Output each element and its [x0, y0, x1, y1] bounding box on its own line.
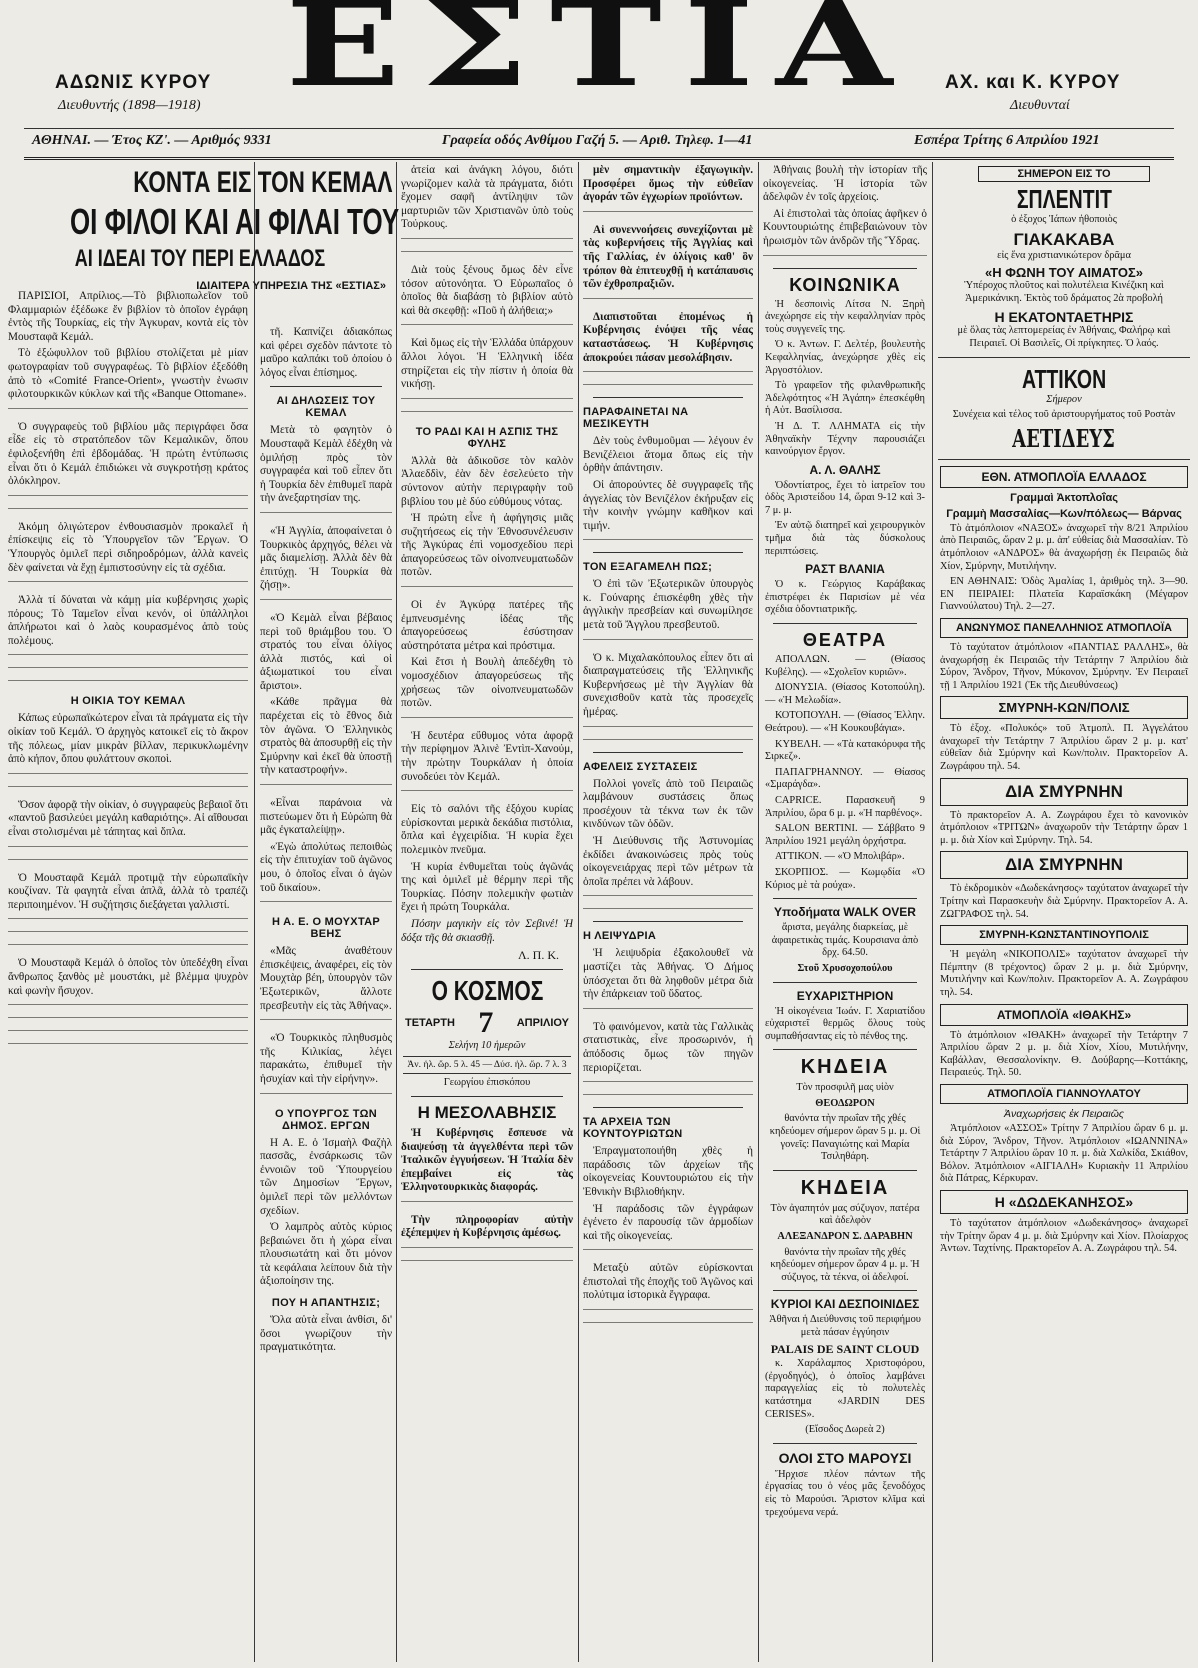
shipping-title: ΑΝΩΝΥΜΟΣ ΠΑΝΕΛΛΗΝΙΟΣ ΑΤΜΟΠΛΟΪΑ — [956, 621, 1172, 634]
funeral-text: Τὸν ἀγαπητόν μας σύζυγον, πατέρα καὶ ἀδελφὸν — [770, 1202, 920, 1227]
directors-subtitle: Διευθυνταί — [1010, 98, 1070, 113]
shipping-title: ΣΜΥΡΝΗ-ΚΩΝΣΤΑΝΤΙΝΟΥΠΟΛΙΣ — [979, 929, 1149, 942]
lead-paragraph: Ὁ Μουσταφᾶ Κεμάλ προτιμᾷ τὴν εὐρωπαϊκὴν κουζίναν. Τὰ φαγητὰ εἶναι ἁπλᾶ, ἀλλὰ τὸ τραπέζι περιποιημένον. Ἡ συζήτησις διεξάγεται γαλλιστί. — [8, 871, 248, 911]
thanks-title: ΕΥΧΑΡΙΣΤΗΡΙΟΝ — [796, 988, 894, 1003]
thanks-text: Ἡ οἰκογένεια Ἰωάν. Γ. Χαριατίδου εὐχαριστεῖ θερμῶς ὅλους τοὺς συμπαθήσαντας εἰς τὸ πένθος της. — [765, 1005, 925, 1042]
funeral-title: ΚΗΔΕΙΑ — [800, 1056, 890, 1079]
article-paragraph: Ἀθήναις βουλὴ τὴν ἱστορίαν τῆς οἰκογενείας. Ἡ ἱστορία τῶν ἀδελφῶν ἐν τοῖς ἀρχείοις. — [763, 164, 927, 204]
funeral-text: θανόντα τὴν πρωΐαν τῆς χθές κηδεύομεν σήμερον ὥραν 4 μ. μ. Ἡ σύζυγος, τὰ τέκνα, οἱ ἀδελφοί. — [770, 1246, 920, 1283]
social-item: Τὸ γραφεῖον τῆς φιλανθρωπικῆς Ἀδελφότητος «Ἡ Ἀγάπη» ἐπεσκέφθη ἡ Αὐτ. Βασίλισσα. — [765, 380, 925, 417]
issue-date: Εσπέρα Τρίτης 6 Απριλίου 1921 — [914, 133, 1100, 148]
lead-subhead: ΑΙ ΙΔΕΑΙ ΤΟΥ ΠΕΡΙ ΕΛΛΑΔΟΣ — [74, 245, 326, 272]
ad-text: ὁ ἐξοχος Ἰάπων ἠθοποιὸς — [1011, 214, 1117, 225]
article-paragraph: Καὶ ὅμως εἰς τὴν Ἑλλάδα ὑπάρχουν ἄλλοι λόγοι. Ἡ Ἑλληνικὴ ἰδέα στηρίζεται εἰς τὴν πίστιν ἡ ὁποία θὰ νικήσῃ. — [401, 337, 573, 391]
section-heading: Η ΛΕΙΨΥΔΡΙΑ — [583, 930, 657, 943]
founder-name: ΑΔΩΝΙΣ ΚΥΡΟΥ — [55, 72, 212, 93]
article-signature: Λ. Π. Κ. — [517, 948, 559, 963]
column-rule — [578, 162, 579, 1662]
shipping-title: ΑΤΜΟΠΛΟΪΑ «ΙΘΑΚΗΣ» — [996, 1007, 1132, 1022]
article-paragraph: Τὴν πληροφορίαν αὐτὴν ἐξέπεμψεν ἡ Κυβέρνησις ἀμέσως. — [401, 1213, 573, 1240]
shipping-line: Γραμμὴ Μασσαλίας—Κων/πόλεως— Βάρνας — [946, 507, 1182, 520]
theatra-title: ΘΕΑΤΡΑ — [802, 630, 888, 651]
ad-text: Σήμερον — [1046, 393, 1082, 405]
founder-subtitle: Διευθυντής (1898—1918) — [58, 98, 201, 113]
section-heading: ΑΙ ΔΗΛΩΣΕΙΣ ΤΟΥ ΚΕΜΑΛ — [276, 395, 376, 420]
shipping-title: ΔΙΑ ΣΜΥΡΝΗΝ — [1005, 781, 1123, 801]
kosmos-moon: Σελήνη 10 ἡμερῶν — [448, 1040, 526, 1052]
article-paragraph: Μετὰ τὸ φαγητὸν ὁ Μουσταφᾶ Κεμὰλ ἐδέχθη νὰ ὁμιλήσῃ πρὸς τὸν συγγραφέα καὶ τοῦ εἶπεν ὅτι ἡ Τουρκία δὲν ἐπιθυμεῖ παρὰ τὴν ἀνεξαρτησίαν της. — [260, 424, 392, 505]
dentist-name: Α. Λ. ΘΑΛΗΣ — [809, 462, 881, 477]
lead-headline-main-block — [6, 201, 400, 292]
article-paragraph: «Κάθε πρᾶγμα θὰ παρέχεται εἰς τὸ ἔθνος διὰ τὸν ἀγῶνα. Ὁ Ἑλληνικὸς στρατὸς θὰ ἀποσυρθῇ εἰς τὴν Σμύρνην καὶ ἐκεῖ θὰ ὑποστῇ τὴν καταστροφήν». — [260, 696, 392, 777]
kosmos-date-number: 7 — [478, 1006, 494, 1040]
play-title: «Η ΦΩΝΗ ΤΟΥ ΑΙΜΑΤΟΣ» — [985, 265, 1143, 281]
lead-headline-block — [90, 166, 393, 200]
office-address: Γραφεία οδός Ανθίμου Γαζή 5. — Αριθ. Τηλεφ. 1—41 — [442, 133, 753, 148]
kosmos-title: Ο ΚΟΣΜΟΣ — [431, 975, 543, 1007]
aetideus-title: ΑΕΤΙΔΕΥΣ — [1012, 423, 1116, 453]
theatre-listing: ΑΠΟΛΛΩΝ. — (Θίασος Κυβέλης). — «Σχολεῖον κυριῶν». — [765, 654, 925, 678]
lead-paragraph: Ἀλλὰ τί δύναται νὰ κάμῃ μία κυβέρνησις χωρὶς πόρους; Τὸ Ταμεῖον εἶναι κενόν, οἱ ὑπάλληλοι ἀπλήρωτοι καὶ ὁ λαὸς κουρασμένος ἀπὸ τοὺς πολέμους. — [8, 594, 248, 647]
article-paragraph: Ἡ παράδοσις τῶν ἐγγράφων ἐγένετο ἐν παρουσίᾳ τῶν ἀρμοδίων καὶ τῆς οἰκογενείας. — [583, 1202, 753, 1242]
article-paragraph: Πολλοὶ γονεῖς ἀπὸ τοῦ Πειραιῶς λαμβάνουν συστάσεις ὅπως προσέχουν τὰ τέκνα των ἐκ τῶν κινδύνων τῶν ὁδῶν. — [583, 777, 753, 831]
theatre-listing: ΚΟΤΟΠΟΥΛΗ. — (Θίασος Ἑλλην. Θεάτρου). — «Ἡ Κουκουβάγια». — [765, 710, 925, 734]
shipping-subtitle: Ἀναχωρήσεις ἐκ Πειραιῶς — [1003, 1107, 1125, 1120]
shipping-ad-box — [940, 1084, 1188, 1104]
theatre-listing: CAPRICE. Παρασκευῆ 9 Ἀπριλίου, ὥρα 6 μ. μ. «Ἡ παρθένος». — [765, 794, 925, 819]
article-paragraph: Οἱ ἐν Ἀγκύρᾳ πατέρες τῆς ἐμπνευσμένης ἰδέας τῆς ἀπαγορεύσεως ἐσύστησαν αὐστηρότατα μέτρα καὶ πρόστιμα. — [401, 599, 573, 652]
theatre-listing: ΠΑΠΑΓΡΗΑΝΝΟΥ. — Θίασος «Σμαράγδα». — [765, 766, 925, 791]
palais-name: PALAIS DE SAINT CLOUD — [770, 1341, 920, 1356]
article-paragraph: μὲν σημαντικὴν ἐξαγωγικὴν. Προσφέρει ὅμως τὴν εὐθεῖαν ἀγοράν τῶν ἐγχωρίων προϊόντων. — [583, 164, 753, 204]
theatre-listing: ΑΤΤΙΚΟΝ. — «Ὁ Μπολιβάρ». — [775, 851, 905, 863]
article-paragraph: ἀτεία καὶ ἀνάγκη λόγου, διότι γνωρίζομεν καλὰ τὰ πράγματα, διότι ἔχομεν σαφῆ ἀντίληψιν τῶν μαρτυριῶν τῶν Χριστιανῶν ὑπὸ τοὺς Τούρκους. — [401, 164, 573, 231]
theatre-listing: ΣΚΟΡΠΙΟΣ. — Κωμῳδία «Ὁ Κύριος μὲ τὰ ρούχα». — [765, 866, 925, 891]
article-closing: Πόσην μαγικὴν εἰς τὸν Σεβινέ! Ἡ δόξα τῆς θὰ σκιασθῇ. — [401, 917, 573, 944]
section-heading: Η Α. Ε. Ο ΜΟΥΧΤΑΡ ΒΕΗΣ — [271, 916, 381, 941]
theatre-listing: ΚΥΒΕΛΗ. — «Τὰ κατακόρυφα τῆς Σιρκεζ». — [765, 738, 925, 763]
article-paragraph: Η Α. Ε. ὁ Ἰσμαὴλ Φαζὴλ πασσᾶς, ἐνσάρκωσις τῶν ἐννοιῶν τοῦ Ὑπουργείου τῶν Δημοσίων Ἔργων, ὁμιλεῖ περὶ τῶν μελλόντων σχεδίων. — [260, 1136, 392, 1217]
lead-service-credit: ΙΔΙΑΙΤΕΡΑ ΥΠΗΡΕΣΙΑ ΤΗΣ «ΕΣΤΙΑΣ» — [196, 280, 386, 292]
section-heading: ΤΟΝ ΕΞΑΓΑΜΕΛΗ ΠΩΣ; — [583, 561, 713, 574]
kosmos-sunrise-sunset: Ἀν. ἡλ. ὥρ. 5 λ. 45 — Δύσ. ἡλ. ὥρ. 7 λ. 3 — [407, 1058, 567, 1070]
issue-number: ΑΘΗΝΑΙ. — Έτος ΚΖ'. — Αριθμός 9331 — [32, 133, 272, 148]
centenary-title: Η ΕΚΑΤΟΝΤΑΕΤΗΡΙΣ — [994, 309, 1134, 326]
shipping-title: ΕΘΝ. ΑΤΜΟΠΛΟΪΑ ΕΛΛΑΔΟΣ — [981, 469, 1147, 484]
article-paragraph: Ὁ λαμπρὸς αὐτὸς κύριος βεβαιώνει ὅτι ἡ χώρα εἶναι πλουσιωτάτη καὶ ὅτι μόνον τὰ κεφάλαια λείπουν διὰ τὴν ἀξιοποίησιν της. — [260, 1221, 392, 1288]
kosmos-saint: Γεωργίου ἐπισκόπου — [443, 1077, 531, 1089]
section-heading: Η ΜΕΣΟΛΑΒΗΣΙΣ — [417, 1102, 557, 1122]
ad-text: Ἤρχισε πλέον πάντων τῆς ἐργασίας του ὁ νέος μᾶς ξενοδόχος εἰς τὸ Μαρούσι. Ἄριστον κλῖμα καὶ τρεχούμενα νερά. — [765, 1468, 925, 1518]
ad-text: Ἡ μεγάλη «ΝΙΚΟΠΟΛΙΣ» ταχύτατον ἀναχωρεῖ τὴν Πέμπτην (8 τρέχοντος) ὥραν 2 μ. μ. διὰ Σμύρνην, Μυτιλήνην καὶ Κων/πολιν. Πρακτορεῖον Α. Α. Ζωγράφου τηλ. 54. — [940, 949, 1188, 998]
lead-paragraph: Ὅσον ἀφορᾷ τὴν οἰκίαν, ὁ συγγραφεὺς βεβαιοῖ ὅτι «παντοῦ βασιλεύει μεγάλη καθαριότης». Αἱ αἴθουσαι εἶναι στολισμέναι μὲ τάπητας καὶ ὅπλα. — [8, 798, 248, 839]
ad-text: κ. Χαράλαμπος Χριστοφόρου, (ἐργοδηγός), ὁ ὁποῖος λαμβάνει παραγγελίας εἰς τὸ πολυτελὲς κατάστημα «JARDIN DES CERISES». — [765, 1358, 925, 1420]
column-rule — [254, 162, 255, 1662]
column-2 — [260, 326, 392, 1662]
section-heading: Ο ΥΠΟΥΡΓΟΣ ΤΩΝ ΔΗΜΟΣ. ΕΡΓΩΝ — [275, 1107, 377, 1132]
shipping-ad-box — [940, 466, 1188, 488]
theatre-listing: ΔΙΟΝΥΣΙΑ. (Θίασος Κοτοπούλη). — «Ἡ Μελωδία». — [765, 682, 925, 706]
attikon-title: ΑΤΤΙΚΟΝ — [1021, 363, 1107, 394]
funeral-title: ΚΗΔΕΙΑ — [800, 1176, 890, 1199]
article-paragraph: Αἱ συνεννοήσεις συνεχίζονται μὲ τὰς κυβερνήσεις τῆς Ἀγγλίας καὶ τῆς Γαλλίας, ἐν ὀλίγοις καθ' ὃν τρόπον θὰ ἐπιτευχθῇ ἡ κατάπαυσις τῶν ἐχθροπραξιῶν. — [583, 223, 753, 291]
social-item: Ὁ κ. Γεώργιος Καράβακας ἐπιστρέφει ἐκ Παρισίων μὲ νέα σχέδια ὁδοντιατρικῆς. — [765, 579, 925, 616]
ad-text: (Εἴσοδος Δωρεὰ 2) — [805, 1424, 885, 1436]
today-label: ΣΗΜΕΡΟΝ ΕΙΣ ΤΟ — [978, 166, 1150, 182]
article-paragraph: Οἱ ἀπορούντες δὲ συγγραφεῖς τῆς ἀγγελίας τὸν Βενιζέλον ἐκήρυξαν εἰς τὴν κοινὴν γνώμην καθῆκον καὶ τιμήν. — [583, 478, 753, 532]
shipping-ad-box — [940, 778, 1188, 806]
article-paragraph: Ὅλα αὐτὰ εἶναι ἀνθίσι, δι' ὅσοι γνωρίζουν τὴν πραγματικότητα. — [260, 1314, 392, 1354]
ad-text: Τὸ ταχύτατον ἀτμόπλοιον «ΠΑΝΤΙΑΣ ΡΑΛΛΗΣ», θὰ ἀναχωρήσῃ ἐκ Πειραιῶς τὴν Τετάρτην 7 Ἀπριλίου διὰ Σύρον, Ἄνδρον, Τῆνον, Μύκονον, Σμύρνην. Ἐν Πειραιεῖ τῇ 1 Ἀπριλίου 1921 (Ἐκ τῆς Διευθύνσεως) — [940, 641, 1188, 691]
lead-paragraph: Ὁ συγγραφεὺς τοῦ βιβλίου μᾶς περιγράφει ὅσα εἶδε εἰς τὸ στρατόπεδον τῶν Κεμαλικῶν, ὅπου ἐφιλοξενήθη ἐπὶ ἑβδομάδας. Ἡ πρώτη ἐντύπωσις εἶναι ὅτι ὁ Κεμάλ ἐπιδιώκει νὰ συγκροτήσῃ κράτος ὁλόκληρον. — [8, 420, 248, 488]
article-paragraph: Ἡ κυρία ἐνθυμεῖται τοὺς ἀγῶνάς της καὶ ὁμιλεῖ μὲ θέρμην περὶ τῆς Τουρκίας. Πόσην πολεμικὴν φωτιὰν ἔχει ἡ πρώτη Τουρκάλα. — [401, 860, 573, 914]
social-item: Ἡ δεσποινὶς Λίτσα Ν. Ξηρὴ ἀνεχώρησε εἰς τὴν κεφαλληνίαν πρὸς τοὺς συγγενεῖς της. — [765, 298, 925, 335]
ad-text: ΕΝ ΑΘΗΝΑΙΣ: Ὁδὸς Ἀμαλίας 1, ἀριθμὸς τηλ. 3—90. ΕΝ ΠΕΙΡΑΙΕΙ: Πλατεῖα Καραϊσκάκη (Μέγαρον Γιαννούλατου) Τηλ. 2—27. — [940, 576, 1188, 613]
article-paragraph: Ἡ πρώτη εἶνε ἡ ἀφήγησις μιᾶς συζητήσεως εἰς τὴν Ἐθνοσυνέλευσιν τῆς Ἀγκύρας ἐπὶ νομοσχεδίου περὶ ἀπαγορεύσεως τῶν οἰνοπνευματωδῶν ποτῶν. — [401, 512, 573, 579]
walkover-text: ἄριστα, μεγάλης διαρκείας, μὲ ἀφαιρετικὰς τιμάς. Κουρσιανα ἀπὸ δρχ. 64.50. — [771, 922, 919, 959]
section-heading: Η ΟΙΚΙΑ ΤΟΥ ΚΕΜΑΛ — [70, 695, 186, 708]
article-paragraph: Ἡ Διεύθυνσις τῆς Ἀστυνομίας ἐκδίδει ἀνακοινώσεις πρὸς τοὺς οἰκογενειάρχας περὶ τῶν μέτρων τὰ ὁποῖα πρέπει νὰ λάβουν. — [583, 835, 753, 888]
shipping-subtitle: Γραμμαὶ Ἀκτοπλοΐας — [1010, 491, 1118, 504]
walkover-title: Υποδήματα WALK OVER — [774, 905, 916, 920]
social-item: Ἡ Δ. Τ. ΛΛΗΜΑΤΑ εἰς τὴν Ἀθηναϊκὴν Τέχνην παρουσιάζει καινούργιον ἔργον. — [765, 420, 925, 458]
article-paragraph: Διὰ τοὺς ξένους ὅμως δὲν εἶνε τόσον αὐτονόητα. Ὁ Εὐρωπαῖος ὁ ὁποῖος θὰ διαβάσῃ τὸ βιβλίον αὐτὸ καὶ θὰ σκεφθῇ: «Ποῦ ἡ ἀλήθεια;» — [401, 263, 573, 317]
koinonika-title: ΚΟΙΝΩΝΙΚΑ — [789, 274, 901, 295]
article-paragraph: «Ὁ Τουρκικὸς πληθυσμὸς τῆς Κιλικίας, λέγει παρακάτω, ἐπιθυμεῖ τὴν ἡσυχίαν καὶ τὴν εἰρήνην». — [260, 1032, 392, 1085]
social-item: Ὁ κ. Ἀντων. Γ. Δελτέρ, βουλευτὴς Κεφαλληνίας, ἀνεχώρησε χθὲς εἰς Ἀργοστόλιον. — [765, 339, 925, 376]
ad-title: ΟΛΟΙ ΣΤΟ ΜΑΡΟΥΣΙ — [778, 1449, 912, 1466]
article-paragraph: Ἡ δευτέρα εὔθυμος νότα ἀφορᾷ τὴν περίφημον Ἀλινὲ Ἐντὶπ-Χανούμ, τὴν πρώτην Τουρκάλαν ἡ ὁποία συνοδεύει τὸν Κεμάλ. — [401, 729, 573, 783]
dateline-bar — [24, 128, 1174, 160]
kosmos-month: ΑΠΡΙΛΙΟΥ — [516, 1017, 569, 1030]
theatre-listing: SALON BERTINI. — Σάββατο 9 Ἀπριλίου 1921 μεγάλη ὀρχήστρα. — [765, 823, 925, 847]
ad-text: Ἀτμόπλοιον «ΑΣΣΟΣ» Τρίτην 7 Ἀπριλίου ὥραν 6 μ. μ. διὰ Σύρον, Ἄνδρον, Τῆνον. Ἀτμόπλοιον «ΙΩΑΝΝΙΝΑ» Τετάρτην 7 Ἀπριλίου ὥραν 10 π. μ. διὰ Χαλκίδα, Σκιάθον, Βόλον. Ἀτμόπλοιον «ΑΙΓΙΑΛΗ» Κυριακὴν 11 Ἀπριλίου διὰ Πάτρας, Κέρκυραν. — [940, 1122, 1188, 1185]
article-paragraph: Ἡ λειψυδρία ἐξακολουθεῖ νὰ μαστίζει τὰς Ἀθήνας. Ὁ Δήμος ὑπόσχεται ὅτι θὰ ληφθοῦν μέτρα διὰ τὴν ἐπάρκειαν τοῦ ὕδατος. — [583, 947, 753, 1001]
notice-title: ΡΑΣΤ ΒΛΑΝΙΑ — [805, 562, 885, 577]
shipping-ad-box — [940, 696, 1188, 719]
sidebar-ads — [938, 164, 1190, 1662]
newspaper-title: ΕΣΤΙΑ — [285, 0, 915, 114]
article-paragraph: Μεταξὺ αὐτῶν εὑρίσκονται ἐπιστολαὶ τῆς ἐποχῆς τοῦ Ἀγῶνος καὶ πολύτιμα ἱστορικὰ ἔγγραφα. — [583, 1262, 753, 1302]
article-paragraph: Ὁ κ. Μιχαλακόπουλος εἶπεν ὅτι αἱ διαπραγματεύσεις τῆς Ἑλληνικῆς Κυβερνήσεως μὲ τὴν Ἀγγλίαν θὰ συνεχισθοῦν κατὰ τὰς προσεχεῖς ἡμέρας. — [583, 651, 753, 719]
article-paragraph: Διαπιστοῦται ἐπομένως ἡ Κυβέρνησις ἐνόψει τῆς νέας καταστάσεως. Ἡ Κυβέρνησις ἀποκρούει πάσαν μεσολάβησιν. — [583, 310, 753, 364]
section-heading: ΠΑΡΑΦΑΙΝΕΤΑΙ ΝΑ ΜΕΣΙΚΕΥΤΗ — [583, 406, 689, 431]
shipping-ad-box — [940, 618, 1188, 638]
splendid-title: ΣΠΛΕΝΤΙΤ — [1016, 184, 1112, 214]
article-paragraph: «Ἡ Ἀγγλία, ἀποφαίνεται ὁ Τουρκικὸς ἀρχηγός, θέλει νὰ μᾶς διαμελίσῃ. Ἀλλὰ δὲν θὰ ἐπιτύχῃ. Ἡ Τουρκία θὰ ζήσῃ». — [260, 524, 392, 592]
ad-text: Συνέχεια καὶ τέλος τοῦ ἀριστουργήματος τοῦ Ροστὰν — [952, 409, 1176, 421]
ad-text: Τὸ ἐκδρομικὸν «Δωδεκάνησος» ταχύτατον ἀναχωρεῖ τὴν Τρίτην καὶ Παρασκευὴν διὰ Σμύρνην. Πρακτορεῖον Α. Α. ΖΩΓΡΑΦΟΣ τηλ. 54. — [940, 883, 1188, 920]
article-paragraph: Αἱ ἐπιστολαὶ τὰς ὁποίας ἀφῆκεν ὁ Κουντουριώτης ἐπιβεβαιώνουν τὸν ἡρωισμὸν τῶν ἀνδρῶν τῆς Ὕδρας. — [763, 207, 927, 247]
article-paragraph: «Ἐγὼ ἀπολύτως πεποιθὼς εἰς τὴν ἐπιτυχίαν τοῦ ἀγῶνος μου, ὁ ὁποῖος εἶναι ὁ ἀγὼν τοῦ δικαίου». — [260, 840, 392, 894]
directors-name: ΑΧ. και Κ. ΚΥΡΟΥ — [945, 72, 1121, 93]
article-paragraph: Ἐπραγματοποιήθη χθὲς ἡ παράδοσις τῶν ἀρχείων τῆς οἰκογενείας Κουντουριώτου εἰς τὴν Ἐθνικὴν Βιβλιοθήκην. — [583, 1145, 753, 1198]
column-4 — [583, 164, 753, 1662]
article-paragraph: Ἀλλὰ θὰ ἀδικοῦσε τὸν καλὸν Ἀλαεδδὶν, ἐὰν δὲν ἐσελεύετο τὴν σύντονον αὐτὴν περιγραφὴν τοῦ βιβλίου του μὲ δύο εὐθύμους νότας. — [401, 454, 573, 508]
lead-paragraph: Τὸ ἐξώφυλλον τοῦ βιβλίου στολίζεται μὲ μίαν φωτογραφίαν τοῦ συγγραφέως. Τὸ βιβλίον ἐξεδόθη ἀπὸ τὸ «Comité France-Orient», γνωστὴν ἑνωσιν φιλοτουρκικῶν κύκλων καὶ τῆς «Banque Ottomane». — [8, 347, 248, 401]
shipping-ad-box — [940, 925, 1188, 945]
section-heading: ΤΟ ΡΑΔΙ ΚΑΙ Η ΑΣΠΙΣ ΤΗΣ ΦΥΛΗΣ — [415, 425, 559, 450]
ad-text: Τὸ ἐξοχ. «Πολυκός» τοῦ Ἀτμοπλ. Π. Ἀγγελάτου ἀναχωρεῖ τὴν Τετάρτην 7 Ἀπριλίου ὥραν 2 μ. μ. κατ' εὐθεῖαν διὰ Σμύρνην καὶ Κων/πολιν. Πρακτορεῖον Α. Ζωγράφου τηλ. 54. — [940, 723, 1188, 773]
kosmos-date-row — [405, 1008, 569, 1038]
shipping-title: Η «ΔΩΔΕΚΑΝΗΣΟΣ» — [994, 1193, 1134, 1210]
article-paragraph: Ἡ Κυβέρνησις ἔσπευσε νὰ διαψεύσῃ τὰ ἀγγελθέντα περὶ τῶν Ἰταλικῶν ἐγγυήσεων. Ἡ Ἰταλία δὲν ἐπεμβαίνει εἰς τὰς Ἑλληνοτουρκικὰς διαφοράς. — [401, 1126, 573, 1194]
article-paragraph: «Εἶναι παράνοια νὰ πιστεύωμεν ὅτι ἡ Εὐρώπη θὰ μᾶς ἐγκαταλείψῃ». — [260, 797, 392, 837]
article-paragraph: «Μᾶς ἀναθέτουν ἐπισκέψεις, ἀναφέρει, εἰς τὸν Μουχτὰρ βέη, ὑπουργὸν τῶν Ἐξωτερικῶν, ἄλλοτε πρεσβευτὴν εἰς τὰς Ἀθήνας». — [260, 945, 392, 1012]
lead-paragraph: Ἀκόμη ὀλιγώτερον ἐνθουσιασμὸν προκαλεῖ ἡ ἐπίσκεψις εἰς τὸ Ὑπουργεῖον τῶν Ἔργων. Ὁ Ὑπουργὸς ὁμιλεῖ περὶ σιδηροδρόμων, ἀλλὰ κανεὶς δὲν φαίνεται νὰ ἔχῃ ἐμπιστοσύνην εἰς τὰ σχέδια. — [8, 520, 248, 574]
shipping-title: ΣΜΥΡΝΗ-ΚΩΝ/ΠΟΛΙΣ — [998, 700, 1130, 716]
section-heading: ΠΟΥ Η ΑΠΑΝΤΗΣΙΣ; — [271, 1297, 381, 1310]
lead-paragraph: Ὁ Μουσταφᾶ Κεμάλ ὁ ὁποῖος τὸν ὑπεδέχθη εἶναι ἄνθρωπος ξανθὸς μὲ μουστάκι, μὲ βλέμμα ψυχρὸν καὶ φωνὴν ἥσυχον. — [8, 957, 248, 997]
ad-text: Ὑπέροχος πλοῦτος καὶ πολυτέλεια Κινέζικη καὶ Ἀμερικάνικη. Ἐκτὸς τοῦ δράματος 2ὰ προβολή — [964, 280, 1164, 304]
article-paragraph: Δὲν τοὺς ἐνθυμοῦμαι — λέγουν ἐν Βενιζέλειοι ἄτομα ὅπως εἰς τὴν ὀρθὴν ἀπάντησιν. — [583, 435, 753, 475]
walkover-shop: Στοῦ Χρυσοχοπούλου — [797, 962, 893, 974]
column-1 — [8, 290, 248, 1662]
social-item: Ὀδοντίατρος, ἔχει τὸ ἰατρεῖον του ὁδὸς Ἀριστείδου 14, ὥραι 9-12 καὶ 3-7 μ. μ. — [765, 479, 925, 516]
article-paragraph: τῆ. Καπνίζει ἀδιακόπως καὶ φέρει σχεδὸν πάντοτε τὸ μαῦρο καλπάκι τοῦ ὁποίου ὁ λόγος εἶναι ἐπίσημος. — [260, 326, 392, 379]
lead-paragraph: Κάπως εὐρωπαϊκώτερον εἶναι τὰ πράγματα εἰς τὴν οἰκίαν τοῦ Κεμάλ. Ὁ ἀρχηγὸς κατοικεῖ εἰς τὸ ἄκρον τῆς πόλεως, μίαν μικρὰν βίλλαν, περικυκλωμένην ἀπὸ κήπον, ὅπου φυλάττουν σκοποὶ. — [8, 712, 248, 766]
lead-paragraph: ΠΑΡΙΣΙΟΙ, Απρίλιος.—Τὸ βιβλιοπωλεῖον τοῦ Φλαμμαριὼν ἐξέδωκε ἕν βιβλίον τὸ ὁποῖον ἐγράφη ἐντὸς τῆς Τουρκίας, εἰς τὴν Ἀγκυραν, κοντὰ εἰς τὸν Μουσταφᾶ Κεμάλ. — [8, 290, 248, 343]
kosmos-box — [401, 976, 573, 1090]
ad-text: Τὸ ἀτμόπλοιον «ΝΑΞΟΣ» ἀναχωρεῖ τὴν 8/21 Ἀπριλίου ἀπὸ Πειραιῶς, ὥραν 2 μ. μ. ἀπ' εὐθείας διὰ Μασσαλίαν. Τὸ ἀτμόπλοιον «ΑΝΔΡΟΣ» θὰ ἀναχωρήσῃ ἐκ Πειραιῶς διὰ Χίον, Σμύρνην, Μυτιλήνην. — [940, 522, 1188, 572]
actor-name: ΓΙΑΚΑΚΑΒΑ — [1013, 229, 1115, 249]
funeral-text: θανόντα τὴν πρωΐαν τῆς χθές κηδεύομεν σήμερον ὥραν 5 μ. μ. Οἱ γονεῖς: Παναγιώτης καὶ Μαρία Τσιληθάρη. — [769, 1113, 921, 1163]
kosmos-day: ΤΕΤΑΡΤΗ — [405, 1017, 455, 1030]
ad-text: Τὸ ἀτμόπλοιον «ΙΘΑΚΗ» ἀναχωρεῖ τὴν Τετάρτην 7 Ἀπριλίου ὥραν 2 μ. μ. διὰ Χίον, Χίου, Μυτιλήνην, Καβάλλαν, Θεσσαλονίκην. Θ. Δούβαρης—Κοττάκης, Πειραιεύς. Τηλ. 50. — [940, 1029, 1188, 1079]
article-paragraph: «Ὁ Κεμὰλ εἶναι βέβαιος περὶ τοῦ θριάμβου του. Ὁ στρατός του εἶναι ὀλίγος ἀλλὰ πιστός, καὶ οἱ ἀξιωματικοί του εἶναι ἄριστοι». — [260, 611, 392, 692]
shipping-ad-box — [940, 1190, 1188, 1214]
section-heading: ΤΑ ΑΡΧΕΙΑ ΤΩΝ ΚΟΥΝΤΟΥΡΙΩΤΩΝ — [583, 1116, 683, 1141]
ad-text: εἰς ἕνα χριστιανικώτερον δρᾶμα — [997, 249, 1131, 261]
ad-title: ΚΥΡΙΟΙ ΚΑΙ ΔΕΣΠΟΙΝΙΔΕΣ — [770, 1297, 920, 1312]
lead-kicker: ΚΟΝΤΑ ΕΙΣ ΤΟΝ ΚΕΜΑΛ — [133, 166, 393, 199]
section-heading: ΑΦΕΛΕΙΣ ΣΥΣΤΑΣΕΙΣ — [583, 760, 698, 773]
column-3 — [401, 164, 573, 1662]
ad-text: Τὸ ταχύτατον ἀτμόπλοιον «Δωδεκάνησος» ἀναχωρεῖ τὴν Τρίτην ὥραν 4 μ. μ. διὰ Σμύρνην καὶ Χίον. Πλοίαρχος Ἀντων. Ταχτίνης. Πρακτορεῖον Α. Α. Ζωγράφου τηλ. 54. — [940, 1217, 1188, 1255]
ad-text: Τὸ πρακτορεῖον Α. Α. Ζωγράφου ἔχει τὸ κανονικὸν ἀτμόπλοιον «ΤΡΙΤΩΝ» ἀναχωροῦν τὴν Τετάρτην ὥραν 1 μ. μ. διὰ Χίον καὶ Σμύρνην. Τηλ. 54. — [940, 809, 1188, 846]
column-rule — [758, 162, 759, 1662]
shipping-ad-box — [940, 851, 1188, 879]
article-paragraph: Εἰς τὸ σαλόνι τῆς ἐξόχου κυρίας εὑρίσκονται μερικὰ δεκάδια πιστόλια, ὅπλα καὶ ἐγχειρίδια. Ἡ κυρία ἔχει πολεμικὸν πνεῦμα. — [401, 803, 573, 856]
funeral-text: Τὸν προσφιλῆ μας υἱὸν — [796, 1082, 894, 1094]
column-rule — [396, 162, 397, 1662]
shipping-title: ΑΤΜΟΠΛΟΪΑ ΓΙΑΝΝΟΥΛΑΤΟΥ — [987, 1087, 1141, 1100]
social-item: Ἐν αὐτῷ διατηρεῖ καὶ χειρουργικὸν τμῆμα διὰ τὰς δύσκολους περιπτώσεις. — [765, 520, 925, 557]
lead-headline: ΟΙ ΦΙΛΟΙ ΚΑΙ ΑΙ ΦΙΛΑΙ ΤΟΥ — [70, 201, 400, 242]
shipping-title: ΔΙΑ ΣΜΥΡΝΗΝ — [1005, 855, 1123, 875]
article-paragraph: Καὶ ἔτσι ἡ Βουλὴ ἀπεδέχθη τὸ νομοσχέδιον ἀπαγορεύσεως τῆς χρήσεως τῶν οἰνοπνευματωδῶν ποτῶν. — [401, 656, 573, 710]
article-paragraph: Ὁ ἐπὶ τῶν Ἐξωτερικῶν ὑπουργὸς κ. Γούναρης ἐπισκέφθη χθὲς τὴν ἀγγλικὴν πρεσβείαν καὶ συνωμίλησε μετὰ τοῦ Ἄγγλου πρεσβευτοῦ. — [583, 578, 753, 632]
column-5 — [763, 164, 927, 1662]
funeral-name: ΘΕΟΔΩΡΟΝ — [815, 1097, 875, 1109]
shipping-ad-box — [940, 1004, 1188, 1026]
column-rule — [932, 162, 933, 1662]
funeral-name: ΑΛΕΞΑΝΔΡΟΝ Σ. ΔΑΡΑΒΗΝ — [777, 1231, 913, 1243]
kosmos-sun-row — [403, 1056, 571, 1075]
ad-text: μὲ ὅλας τὰς λεπτομερείας ἐν Ἀθήναις, Φαλήρῳ καὶ Πειραιεῖ. Οἱ Βασιλεῖς, Οἱ πρίγκηπες. Ὁ λαός. — [957, 325, 1171, 349]
ad-text: Ἀθῆναι ἡ Διεύθυνσις τοῦ περιφήμου μετὰ πάσαν ἐγγύησιν — [769, 1314, 921, 1338]
article-paragraph: Τὸ φαινόμενον, κατὰ τὰς Γαλλικὰς στατιστικὰς, εἶνε προσωρινόν, ἡ ἀπόδοσις ὅμως τῶν πηγῶν περιορίζεται. — [583, 1020, 753, 1074]
